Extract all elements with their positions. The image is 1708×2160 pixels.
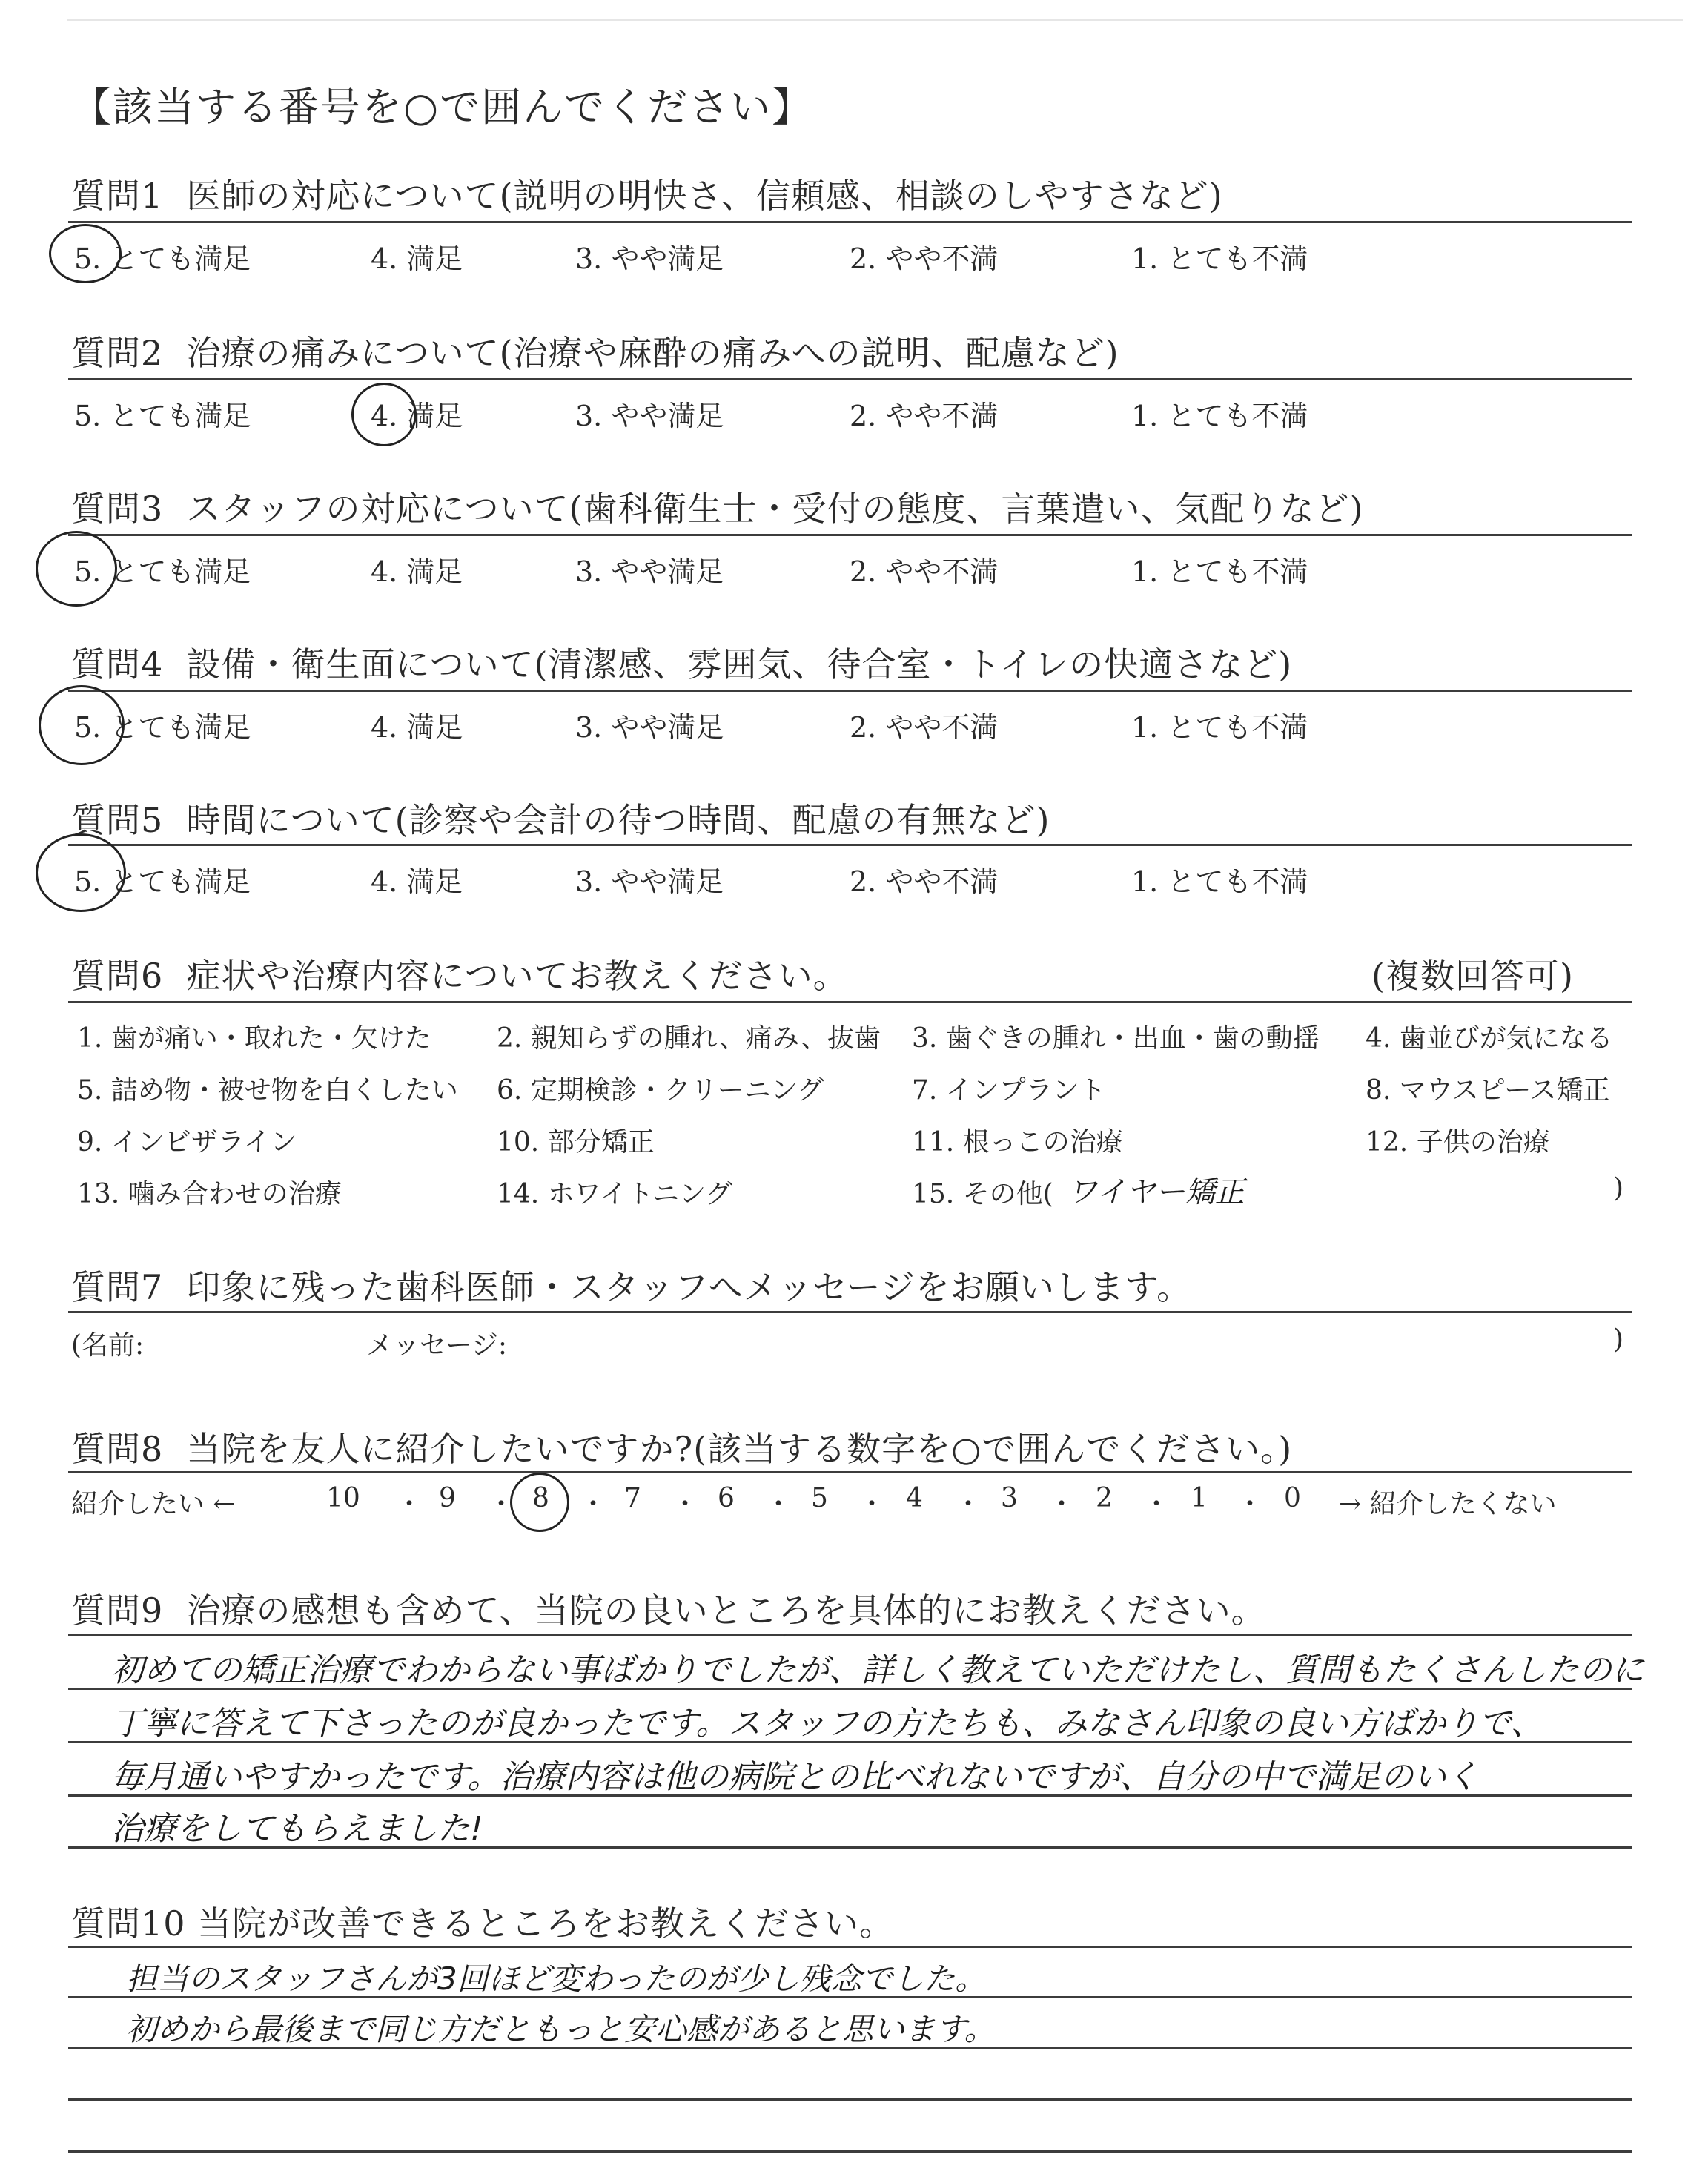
q4-option-5[interactable]: 5. とても満足 [74, 711, 251, 744]
q3-label: 質問3 [71, 489, 164, 529]
q3-selection-circle [36, 531, 117, 607]
q8-dot: ・ [396, 1489, 423, 1519]
q4-heading [71, 638, 1292, 687]
q6-item-15-close: ) [1613, 1173, 1624, 1203]
q8-right-label: → 紹介したくない [1339, 1489, 1557, 1519]
q1-option-3[interactable]: 3. やや満足 [575, 242, 724, 275]
q7-name-field[interactable] [185, 1327, 356, 1357]
q8-dot: ・ [488, 1489, 515, 1519]
q9-answer-line: 初めての矯正治療でわからない事ばかりでしたが、詳しく教えていただけたし、質問もたくさんしたのに [111, 1651, 1644, 1689]
q3-option-3[interactable]: 3. やや満足 [575, 555, 724, 588]
q2-option-2[interactable]: 2. やや不満 [850, 400, 999, 432]
q7-label: 質問7 [71, 1267, 164, 1307]
q6-item-10[interactable]: 10. 部分矯正 [497, 1127, 655, 1157]
q6-item-7[interactable]: 7. インプラント [912, 1075, 1106, 1106]
q8-scale-3[interactable]: 3 [1001, 1483, 1018, 1513]
q7-message-label: メッセージ: [366, 1330, 507, 1361]
q8-left-label: 紹介したい ← [71, 1489, 236, 1519]
q6-item-13[interactable]: 13. 噛み合わせの治療 [77, 1179, 342, 1209]
q6-item-3[interactable]: 3. 歯ぐきの腫れ・出血・歯の動揺 [912, 1023, 1320, 1054]
q9-answer-line: 毎月通いやすかったです。治療内容は他の病院との比べれないですが、自分の中で満足のいく [111, 1758, 1479, 1796]
q6-item-14[interactable]: 14. ホワイトニング [497, 1179, 732, 1209]
q9-answer-line: 丁寧に答えて下さったのが良かったです。スタッフの方たちも、みなさん印象の良い方ばかりで、 [111, 1705, 1543, 1743]
q2-option-1[interactable]: 1. とても不満 [1131, 400, 1308, 432]
top-border [67, 19, 1683, 21]
q6-item-11[interactable]: 11. 根っこの治療 [912, 1127, 1123, 1157]
q6-item-5[interactable]: 5. 詰め物・被せ物を白くしたい [77, 1075, 458, 1106]
q6-other-answer[interactable]: ワイヤー矯正 [1068, 1175, 1245, 1209]
q1-label: 質問1 [71, 176, 164, 216]
q3-rule [68, 534, 1632, 536]
q1-option-4[interactable]: 4. 満足 [371, 242, 463, 275]
q10-rule-4 [68, 2150, 1632, 2153]
q7-name-label: (名前: [71, 1330, 145, 1361]
q5-label: 質問5 [71, 800, 164, 840]
q2-option-4[interactable]: 4. 満足 [371, 400, 463, 432]
q6-note: (複数回答可) [1371, 956, 1574, 996]
q6-item-12[interactable]: 12. 子供の治療 [1366, 1127, 1550, 1157]
q8-selection-circle [510, 1473, 569, 1532]
q8-scale-10[interactable]: 10 [326, 1483, 360, 1513]
q9-label: 質問9 [71, 1591, 164, 1631]
q8-scale-5[interactable]: 5 [811, 1483, 828, 1513]
q6-item-6[interactable]: 6. 定期検診・クリーニング [497, 1075, 824, 1106]
q10-text: 当院が改善できるところをお教えください。 [197, 1903, 895, 1943]
q10-heading [71, 1897, 894, 1946]
q3-option-4[interactable]: 4. 満足 [371, 555, 463, 588]
q8-rule [68, 1471, 1632, 1473]
q8-dot: ・ [1048, 1489, 1076, 1519]
q7-heading [71, 1261, 1191, 1309]
q3-heading [71, 482, 1364, 531]
page-title: 【該当する番号を○で囲んでください】 [71, 84, 814, 131]
q5-option-1[interactable]: 1. とても不満 [1131, 865, 1308, 898]
q8-dot: ・ [1237, 1489, 1264, 1519]
q6-rule [68, 1001, 1632, 1003]
q6-item-8[interactable]: 8. マウスピース矯正 [1366, 1075, 1610, 1106]
q2-option-3[interactable]: 3. やや満足 [575, 400, 724, 432]
q7-rule [68, 1311, 1632, 1313]
q2-selection-circle [351, 383, 417, 446]
q9-answer-line: 治療をしてもらえました! [111, 1810, 483, 1848]
q8-dot: ・ [1143, 1489, 1171, 1519]
q6-item-15[interactable]: 15. その他( [912, 1179, 1053, 1209]
q9-text: 治療の感想も含めて、当院の良いところを具体的にお教えください。 [186, 1591, 1266, 1631]
q7-text: 印象に残った歯科医師・スタッフへメッセージをお願いします。 [186, 1267, 1192, 1307]
q8-scale-7[interactable]: 7 [624, 1483, 641, 1513]
q7-message-field[interactable] [549, 1327, 1601, 1357]
q3-text: スタッフの対応について(歯科衛生士・受付の態度、言葉遣い、気配りなど) [186, 489, 1364, 529]
q10-rule-3 [68, 2098, 1632, 2101]
q8-scale-9[interactable]: 9 [439, 1483, 456, 1513]
q6-item-4[interactable]: 4. 歯並びが気になる [1366, 1023, 1613, 1054]
q2-label: 質問2 [71, 333, 164, 373]
q4-option-3[interactable]: 3. やや満足 [575, 711, 724, 744]
q5-text: 時間について(診察や会計の待つ時間、配慮の有無など) [186, 800, 1050, 840]
q8-scale-0[interactable]: 0 [1284, 1483, 1301, 1513]
q6-item-2[interactable]: 2. 親知らずの腫れ、痛み、抜歯 [497, 1023, 881, 1054]
q4-option-4[interactable]: 4. 満足 [371, 711, 463, 744]
q8-scale-2[interactable]: 2 [1096, 1483, 1113, 1513]
q8-scale-1[interactable]: 1 [1191, 1483, 1208, 1513]
q5-option-3[interactable]: 3. やや満足 [575, 865, 724, 898]
q5-heading [71, 793, 1050, 842]
q8-scale-4[interactable]: 4 [906, 1483, 923, 1513]
q1-selection-circle [49, 224, 122, 283]
q4-label: 質問4 [71, 644, 164, 684]
q4-selection-circle [39, 685, 125, 765]
q8-dot: ・ [672, 1489, 699, 1519]
q1-option-2[interactable]: 2. やや不満 [850, 242, 999, 275]
q5-rule [68, 844, 1632, 846]
q1-heading [71, 169, 1223, 218]
q2-option-5[interactable]: 5. とても満足 [74, 400, 251, 432]
q10-answer-line: 担当のスタッフさんが3回ほど変わったのが少し残念でした。 [126, 1961, 987, 1997]
q1-option-5[interactable]: 5. とても満足 [74, 242, 251, 275]
q3-option-5[interactable]: 5. とても満足 [74, 555, 251, 588]
q6-item-1[interactable]: 1. 歯が痛い・取れた・欠けた [77, 1023, 431, 1054]
q8-scale-8[interactable]: 8 [532, 1483, 549, 1513]
q6-label: 質問6 [71, 956, 164, 996]
q3-option-2[interactable]: 2. やや不満 [850, 555, 999, 588]
q1-rule [68, 221, 1632, 223]
q2-rule [68, 378, 1632, 380]
q4-option-2[interactable]: 2. やや不満 [850, 711, 999, 744]
q9-rule-0 [68, 1634, 1632, 1636]
q5-option-5[interactable]: 5. とても満足 [74, 865, 251, 898]
q8-label: 質問8 [71, 1429, 164, 1469]
q8-dot: ・ [580, 1489, 607, 1519]
q4-rule [68, 690, 1632, 692]
q5-option-4[interactable]: 4. 満足 [371, 865, 463, 898]
q1-text: 医師の対応について(説明の明快さ、信頼感、相談のしやすさなど) [186, 176, 1223, 216]
q4-option-1[interactable]: 1. とても不満 [1131, 711, 1308, 744]
q2-text: 治療の痛みについて(治療や麻酔の痛みへの説明、配慮など) [186, 333, 1119, 373]
q10-rule-0 [68, 1946, 1632, 1948]
q7-close-paren: ) [1613, 1324, 1624, 1355]
q1-option-1[interactable]: 1. とても不満 [1131, 242, 1308, 275]
q8-heading [71, 1422, 1292, 1471]
q5-option-2[interactable]: 2. やや不満 [850, 865, 999, 898]
q6-item-9[interactable]: 9. インビザライン [77, 1127, 297, 1157]
q2-heading [71, 326, 1119, 375]
q6-text: 症状や治療内容についてお教えください。 [186, 956, 848, 996]
q8-dot: ・ [765, 1489, 792, 1519]
q9-heading [71, 1584, 1266, 1633]
q8-scale-6[interactable]: 6 [718, 1483, 735, 1513]
q8-dot: ・ [858, 1489, 886, 1519]
q8-text: 当院を友人に紹介したいですか?(該当する数字を○で囲んでください。) [186, 1429, 1293, 1469]
q10-label: 質問10 [71, 1903, 186, 1943]
q3-option-1[interactable]: 1. とても不満 [1131, 555, 1308, 588]
q8-dot: ・ [955, 1489, 982, 1519]
q4-text: 設備・衛生面について(清潔感、雰囲気、待合室・トイレの快適さなど) [186, 644, 1293, 684]
q10-answer-line: 初めから最後まで同じ方だともっと安心感があると思います。 [126, 2011, 996, 2047]
q5-selection-circle [36, 833, 126, 912]
q6-heading [71, 949, 848, 998]
